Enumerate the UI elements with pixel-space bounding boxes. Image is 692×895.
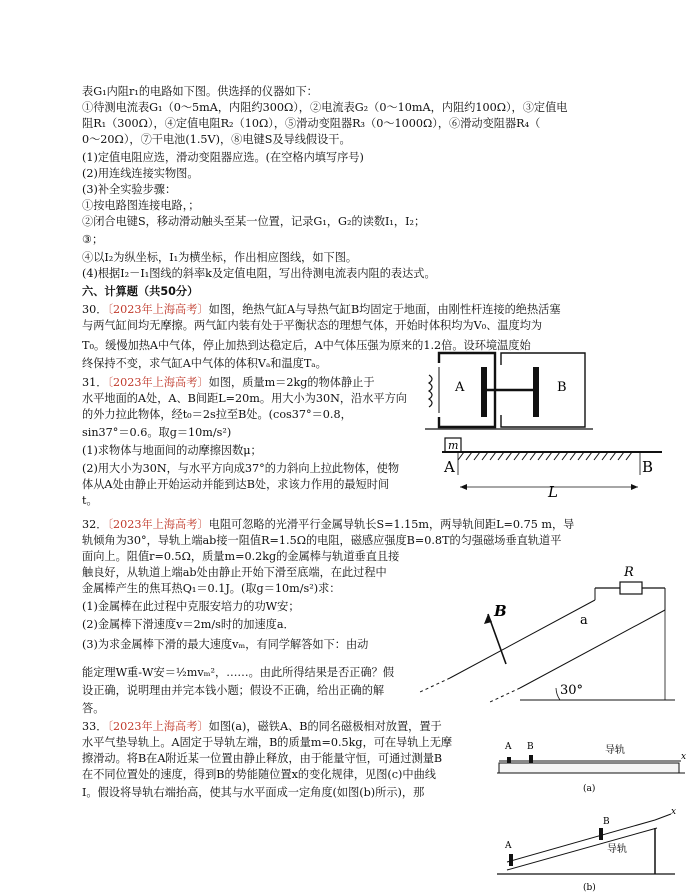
line-text: t。 bbox=[82, 494, 98, 507]
ground-hatch bbox=[562, 452, 568, 460]
text-line bbox=[82, 565, 387, 581]
text-line bbox=[82, 683, 384, 699]
text-line bbox=[82, 549, 399, 565]
track-a-magnet-b: B bbox=[527, 742, 534, 752]
text-line bbox=[82, 116, 540, 132]
point-b-label: B bbox=[642, 458, 654, 476]
ground-hatch bbox=[538, 452, 544, 460]
line-text: 触良好，从轨道上端ab处由静止开始下滑至底端，在此过程中 bbox=[82, 566, 387, 579]
text-line bbox=[82, 477, 389, 493]
line-text: 如图，绝热气缸A与导热气缸B均固定于地面，由刚性杆连接的绝热活塞 bbox=[208, 303, 561, 316]
question-source: 〔2023年上海高考〕 bbox=[107, 720, 209, 733]
line-text: 阻R₁（300Ω），④定值电阻R₂（10Ω），⑤滑动变阻器R₃（0～1000Ω），⑥滑动变阻器R₄（ bbox=[82, 117, 541, 130]
track-a-caption: (a) bbox=[583, 784, 596, 794]
track-a-rail-label: 导轨 bbox=[605, 745, 625, 756]
question-source: 〔2023年上海高考〕 bbox=[107, 376, 209, 389]
track-figure-a bbox=[495, 737, 690, 797]
gas-cylinder-figure bbox=[425, 345, 595, 445]
ground-hatch bbox=[546, 452, 552, 460]
ground-hatch bbox=[570, 452, 576, 460]
ground-hatch bbox=[602, 452, 608, 460]
line-text: (1)求物体与地面间的动摩擦因数μ； bbox=[82, 444, 262, 457]
ground-hatch bbox=[458, 452, 464, 460]
text-line bbox=[82, 182, 176, 198]
resistor-label: R bbox=[624, 565, 634, 580]
inclined-rail-figure bbox=[410, 560, 680, 710]
text-line bbox=[82, 517, 574, 533]
line-text: 答。 bbox=[82, 702, 105, 715]
ground-hatch bbox=[578, 452, 584, 460]
line-text: 水平地面的A处，A、B间距L=20m。用大小为30N，沿水平方向 bbox=[82, 392, 407, 405]
ground-hatch bbox=[514, 452, 520, 460]
text-line bbox=[82, 214, 425, 230]
text-line bbox=[82, 150, 364, 166]
line-text: 0～20Ω），⑦干电池(1.5V)，⑧电键S及导线假设干。 bbox=[82, 133, 351, 146]
line-text: ①待测电流表G₁（0～5mA，内阻约300Ω），②电流表G₂（0～10mA，内阻约100Ω），③定值电 bbox=[82, 101, 568, 114]
text-line bbox=[82, 100, 568, 116]
text-line bbox=[82, 84, 318, 100]
text-line bbox=[82, 391, 407, 407]
text-line bbox=[82, 461, 399, 477]
ground-hatch bbox=[506, 452, 512, 460]
text-line bbox=[82, 250, 357, 266]
ground-hatch bbox=[618, 452, 624, 460]
gas-label-b: B bbox=[557, 380, 567, 395]
text-line bbox=[82, 533, 561, 549]
gas-label-a: A bbox=[455, 380, 465, 395]
ground-hatch bbox=[522, 452, 528, 460]
line-text: I。假设将导轨右端抬高，使其与水平面成一定角度(如图(b)所示)，那 bbox=[82, 786, 425, 799]
ground-hatch bbox=[466, 452, 472, 460]
track-a-x-label: x bbox=[681, 752, 687, 762]
line-text: ④以I₂为纵坐标，I₁为横坐标，作出相应图线，如下图。 bbox=[82, 251, 358, 264]
line-text: (3)为求金属棒下滑的最大速度vₘ，有同学解答如下：由动 bbox=[82, 638, 369, 651]
line-text: 设正确，说明理由并完本钱小题；假设不正确，给出正确的解 bbox=[82, 684, 385, 697]
line-text: T₀。缓慢加热A中气体，停止加热到达稳定后，A中气体压强为原来的1.2倍。设环境温度始 bbox=[82, 339, 531, 352]
line-text: 如图，质量m＝2kg的物体静止于 bbox=[208, 376, 375, 389]
text-line bbox=[82, 302, 561, 318]
point-a-label: A bbox=[444, 458, 455, 476]
text-line bbox=[82, 232, 103, 248]
text-line bbox=[82, 375, 375, 391]
text-line bbox=[82, 266, 436, 282]
line-text: 如图(a)，磁铁A、B的同名磁极相对放置，置于 bbox=[208, 720, 442, 733]
text-line bbox=[82, 356, 327, 372]
track-b-magnet-b: B bbox=[603, 817, 610, 827]
ground-hatch bbox=[498, 452, 504, 460]
ground-hatch bbox=[626, 452, 632, 460]
ground-hatch bbox=[482, 452, 488, 460]
line-text: ②闭合电键S，移动滑动触头至某一位置，记录G₁，G₂的读数I₁，I₂； bbox=[82, 215, 426, 228]
text-line bbox=[82, 443, 262, 459]
line-text: 表G₁内阻r₁的电路如下图。供选择的仪器如下： bbox=[82, 85, 318, 98]
text-line bbox=[82, 785, 424, 801]
text-line bbox=[82, 132, 351, 148]
track-b-caption: (b) bbox=[583, 883, 596, 893]
line-text: 六、计算题（共50分） bbox=[82, 285, 199, 298]
line-text: 在不同位置处的速度，得到B的势能随位置x的变化规律，见图(c)中曲线 bbox=[82, 768, 436, 781]
text-line bbox=[82, 617, 295, 633]
track-figure-b bbox=[495, 802, 690, 895]
question-number: 32． bbox=[82, 518, 108, 531]
line-text: 水平气垫导轨上。A固定于导轨左端，B的质量m=0.5kg，可在导轨上无摩 bbox=[82, 736, 453, 749]
text-line bbox=[82, 581, 340, 597]
ground-hatch bbox=[530, 452, 536, 460]
text-line bbox=[82, 318, 542, 334]
question-number: 31． bbox=[82, 376, 108, 389]
line-text: 终保持不变，求气缸A中气体的体积Vₐ和温度Tₐ。 bbox=[82, 357, 327, 370]
line-text: ③； bbox=[82, 233, 104, 246]
text-line bbox=[82, 166, 199, 182]
question-source: 〔2023年上海高考〕 bbox=[107, 303, 209, 316]
line-text: (2)用连线连接实物图。 bbox=[82, 167, 199, 180]
distance-l-label: L bbox=[548, 483, 558, 501]
line-text: 面向上。阻值r=0.5Ω，质量m=0.2kg的金属棒与轨道垂直且接 bbox=[82, 550, 400, 563]
line-text: 体从A处由静止开始运动并能到达B处，求该力作用的最短时间 bbox=[82, 478, 390, 491]
track-b-rail-label: 导轨 bbox=[607, 844, 627, 855]
line-text: (2)金属棒下滑速度v＝2m/s时的加速度a． bbox=[82, 618, 295, 631]
text-line bbox=[82, 751, 442, 767]
question-number: 33． bbox=[82, 720, 108, 733]
line-text: (2)用大小为30N，与水平方向成37°的力斜向上拉此物体，使物 bbox=[82, 462, 400, 475]
text-line bbox=[82, 735, 452, 751]
block-mass-label: m bbox=[448, 439, 459, 452]
line-text: (1)金属棒在此过程中克服安培力的功W安； bbox=[82, 600, 300, 613]
ground-hatch bbox=[490, 452, 496, 460]
question-number: 30． bbox=[82, 303, 108, 316]
ground-hatch bbox=[610, 452, 616, 460]
text-line bbox=[82, 701, 104, 717]
track-b-magnet-a: A bbox=[505, 841, 512, 851]
text-line bbox=[82, 767, 436, 783]
line-text: sin37°＝0.6。取g＝10m/s²) bbox=[82, 426, 232, 439]
text-line bbox=[82, 425, 231, 441]
rail-point-a-label: a bbox=[580, 613, 588, 628]
line-text: 能定理W重-W安＝½mvₘ²，……。由此所得结果是否正确？假 bbox=[82, 666, 395, 679]
text-line bbox=[82, 599, 300, 615]
ground-hatch bbox=[474, 452, 480, 460]
text-line bbox=[82, 665, 394, 681]
line-text: 擦滑动。将B在A附近某一位置由静止释放，由于能量守恒，可通过测量B bbox=[82, 752, 443, 765]
text-line bbox=[82, 637, 368, 653]
question-source: 〔2023年上海高考〕 bbox=[107, 518, 209, 531]
ground-hatch bbox=[554, 452, 560, 460]
line-text: 轨倾角为30°，导轨上端ab接一阻值R=1.5Ω的电阻，磁感应强度B=0.8T的匀强磁场垂直轨道平 bbox=[82, 534, 562, 547]
track-b-x-label: x bbox=[671, 807, 677, 817]
text-line bbox=[82, 198, 199, 214]
text-line bbox=[82, 284, 198, 300]
text-line bbox=[82, 719, 442, 735]
line-text: ①按电路图连接电路，； bbox=[82, 199, 200, 212]
ground-hatch bbox=[586, 452, 592, 460]
line-text: (1)定值电阻应选，滑动变阻器应选。(在空格内填写序号) bbox=[82, 151, 364, 164]
line-text: (4)根据I₂－I₁图线的斜率k及定值电阻，写出待测电流表内阻的表达式。 bbox=[82, 267, 436, 280]
angle-label: 30° bbox=[560, 683, 584, 698]
line-text: 与两气缸间均无摩擦。两气缸内装有处于平衡状态的理想气体，开始时体积均为V₀、温度均为 bbox=[82, 319, 543, 332]
line-text: 金属棒产生的焦耳热Q₁＝0.1J。(取g＝10m/s²)求： bbox=[82, 582, 341, 595]
line-text: 电阻可忽略的光滑平行金属导轨长S=1.15m，两导轨间距L=0.75 m，导 bbox=[208, 518, 575, 531]
line-text: 的外力拉此物体，经t₀＝2s拉至B处。(cos37°＝0.8， bbox=[82, 408, 352, 421]
text-line bbox=[82, 407, 352, 423]
block-ground-figure bbox=[440, 435, 670, 505]
field-b-label: B bbox=[494, 602, 507, 620]
track-a-magnet-a: A bbox=[505, 742, 512, 752]
ground-hatch bbox=[594, 452, 600, 460]
line-text: (3)补全实验步骤： bbox=[82, 183, 177, 196]
text-line bbox=[82, 493, 98, 509]
